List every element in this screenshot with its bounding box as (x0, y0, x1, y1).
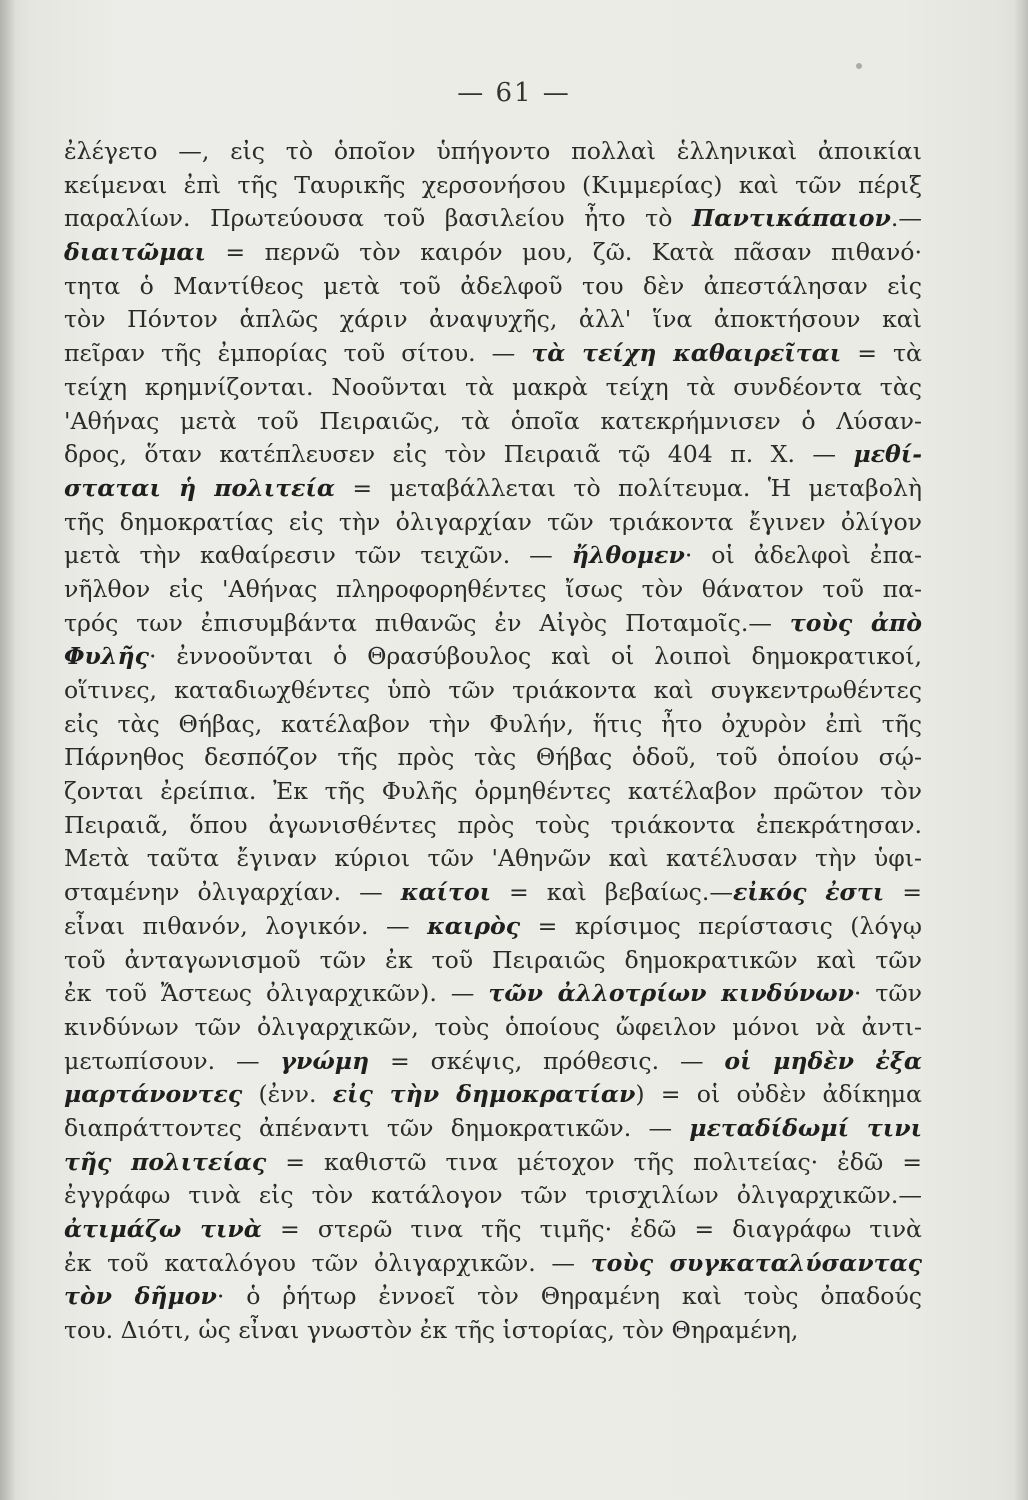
text-line: τὸν δῆμον· ὁ ῥήτωρ ἐννοεῖ τὸν Θηραμένη καὶ τοὺς ὀπαδούς (64, 1282, 922, 1311)
text-line: μαρτάνοντες (ἐνν. εἰς τὴν δημοκρατίαν) = οἱ οὐδὲν ἀδίκημα (64, 1080, 922, 1109)
page-binding-shadow (0, 0, 16, 1500)
text-line: τοῦ ἀνταγωνισμοῦ τῶν ἐκ τοῦ Πειραιῶς δημοκρατικῶν καὶ τῶν (64, 945, 922, 974)
body-text (64, 135, 922, 1348)
text-line: διαπράττοντες ἀπέναντι τῶν δημοκρατικῶν. — μεταδίδωμί τινι (64, 1113, 922, 1142)
text-line: Πειραιᾶ, ὅπου ἀγωνισθέντες πρὸς τοὺς τριάκοντα ἐπεκράτησαν. (64, 810, 922, 839)
text-line: Πάρνηθος δεσπόζον τῆς πρὸς τὰς Θήβας ὁδοῦ, τοῦ ὁποίου σῴ- (64, 743, 922, 772)
lemma-term: οἱ μηδὲν ἐξα (724, 1046, 922, 1075)
text-line: δρος, ὅταν κατέπλευσεν εἰς τὸν Πειραιᾶ τῷ 404 π. Χ. — μεθί- (64, 440, 922, 469)
text-line: τρός των ἐπισυμβάντα πιθανῶς ἐν Αἰγὸς Ποταμοῖς.— τοὺς ἀπὸ (64, 608, 922, 637)
lemma-term: τῶν ἀλλοτρίων κινδύνων (488, 979, 854, 1008)
lemma-term: Παντικάπαιον (692, 204, 891, 233)
text-line: ἐλέγετο —, εἰς τὸ ὁποῖον ὑπήγοντο πολλαὶ ἑλληνικαὶ ἀποικίαι (64, 137, 922, 165)
lemma-term: μεταδίδωμί τινι (689, 1113, 922, 1142)
text-line: 'Αθήνας μετὰ τοῦ Πειραιῶς, τὰ ὁποῖα κατεκρήμνισεν ὁ Λύσαν- (64, 406, 922, 435)
lemma-term: τῆς πολιτείας (64, 1147, 267, 1176)
text-line: εἰς τὰς Θήβας, κατέλαβον τὴν Φυλήν, ἥτις ἦτο ὀχυρὸν ἐπὶ τῆς (64, 709, 922, 738)
text-line: εἶναι πιθανόν, λογικόν. — καιρὸς = κρίσιμος περίστασις (λόγῳ (64, 911, 922, 940)
text-line: τῆς πολιτείας = καθιστῶ τινα μέτοχον τῆς πολιτείας· ἐδῶ = (64, 1147, 922, 1176)
text-line: του. Διότι, ὡς εἶναι γνωστὸν ἐκ τῆς ἱστορίας, τὸν Θηραμένη, (64, 1316, 799, 1345)
lemma-term: ἀτιμάζω τινὰ (64, 1215, 262, 1243)
lemma-term: τοὺς συγκαταλύσαντας (590, 1248, 922, 1277)
lemma-term: εἰκός ἐστι (732, 878, 885, 907)
text-line: νῆλθον εἰς 'Αθήνας πληροφορηθέντες ἴσως τὸν θάνατον τοῦ πα- (64, 574, 922, 603)
text-line: διαιτῶμαι = περνῶ τὸν καιρόν μου, ζῶ. Κατὰ πᾶσαν πιθανό· (64, 238, 922, 267)
text-line: σταμένην ὀλιγαρχίαν. — καίτοι = καὶ βεβαίως.—εἰκός ἐστι = (64, 878, 922, 907)
paper-speck (856, 63, 862, 69)
lemma-term: καιρὸς (427, 911, 521, 940)
lemma-term: μεθί- (853, 440, 922, 469)
text-line: κείμεναι ἐπὶ τῆς Ταυρικῆς χερσονήσου (Κιμμερίας) καὶ τῶν πέριξ (64, 170, 922, 199)
text-line: σταται ἡ πολιτεία = μεταβάλλεται τὸ πολίτευμα. Ἡ μεταβολὴ (64, 473, 922, 502)
lemma-term: καίτοι (400, 878, 491, 907)
text-line: τῆς δημοκρατίας εἰς τὴν ὀλιγαρχίαν τῶν τριάκοντα ἔγινεν ὀλίγον (64, 507, 922, 536)
text-line: Φυλῆς· ἐννοοῦνται ὁ Θρασύβουλος καὶ οἱ λοιποὶ δημοκρατικοί, (64, 642, 922, 671)
text-line: ἐκ τοῦ καταλόγου τῶν ὀλιγαρχικῶν. — τοὺς συγκαταλύσαντας (64, 1248, 922, 1277)
text-line: τὸν Πόντον ἁπλῶς χάριν ἀναψυχῆς, ἀλλ' ἵνα ἀποκτήσουν καὶ (64, 305, 922, 334)
lemma-term: γνώμη (280, 1046, 370, 1075)
page-number: — 61 — (457, 78, 571, 108)
lemma-term: Φυλῆς (64, 642, 149, 671)
lemma-term: τοὺς ἀπὸ (789, 608, 922, 637)
text-line: ἐκ τοῦ Ἄστεως ὀλιγαρχικῶν). — τῶν ἀλλοτρίων κινδύνων· τῶν (64, 979, 922, 1008)
text-line: κινδύνων τῶν ὀλιγαρχικῶν, τοὺς ὁποίους ὤφειλον μόνοι νὰ ἀντι- (64, 1012, 922, 1041)
text-line: τητα ὁ Μαντίθεος μετὰ τοῦ ἀδελφοῦ του δὲν ἀπεστάλησαν εἰς (64, 271, 922, 300)
text-line: μετωπίσουν. — γνώμη = σκέψις, πρόθεσις. — οἱ μηδὲν ἐξα (64, 1046, 922, 1075)
text-line: παραλίων. Πρωτεύουσα τοῦ βασιλείου ἦτο τὸ Παντικάπαιον.— (64, 204, 922, 233)
lemma-term: εἰς τὴν δημοκρατίαν (332, 1080, 636, 1109)
lemma-term: τὸν δῆμον (64, 1282, 217, 1311)
text-line: Μετὰ ταῦτα ἔγιναν κύριοι τῶν 'Αθηνῶν καὶ κατέλυσαν τὴν ὑφι- (64, 844, 922, 873)
text-line: μετὰ τὴν καθαίρεσιν τῶν τειχῶν. — ἤλθομεν· οἱ ἀδελφοὶ ἐπα- (64, 541, 922, 570)
text-line: πεῖραν τῆς ἐμπορίας τοῦ σίτου. — τὰ τείχη καθαιρεῖται = τὰ (64, 339, 922, 368)
lemma-term: σταται ἡ πολιτεία (64, 473, 335, 502)
text-line: ἀτιμάζω τινὰ = στερῶ τινα τῆς τιμῆς· ἐδῶ = διαγράφω τινὰ (64, 1215, 922, 1243)
page-edge-shadow (1014, 0, 1028, 1500)
text-line: τείχη κρημνίζονται. Νοοῦνται τὰ μακρὰ τείχη τὰ συνδέοντα τὰς (64, 372, 922, 401)
text-line: οἵτινες, καταδιωχθέντες ὑπὸ τῶν τριάκοντα καὶ συγκεντρωθέντες (64, 676, 922, 704)
text-line: ζονται ἐρείπια. Ἐκ τῆς Φυλῆς ὁρμηθέντες κατέλαβον πρῶτον τὸν (64, 777, 922, 806)
text-line: ἐγγράφω τινὰ εἰς τὸν κατάλογον τῶν τρισχιλίων ὀλιγαρχικῶν.— (64, 1181, 922, 1210)
lemma-term: ἤλθομεν (571, 541, 685, 570)
lemma-term: διαιτῶμαι (64, 238, 206, 267)
lemma-term: μαρτάνοντες (64, 1080, 243, 1109)
lemma-term: τὰ τείχη καθαιρεῖται (531, 339, 842, 368)
